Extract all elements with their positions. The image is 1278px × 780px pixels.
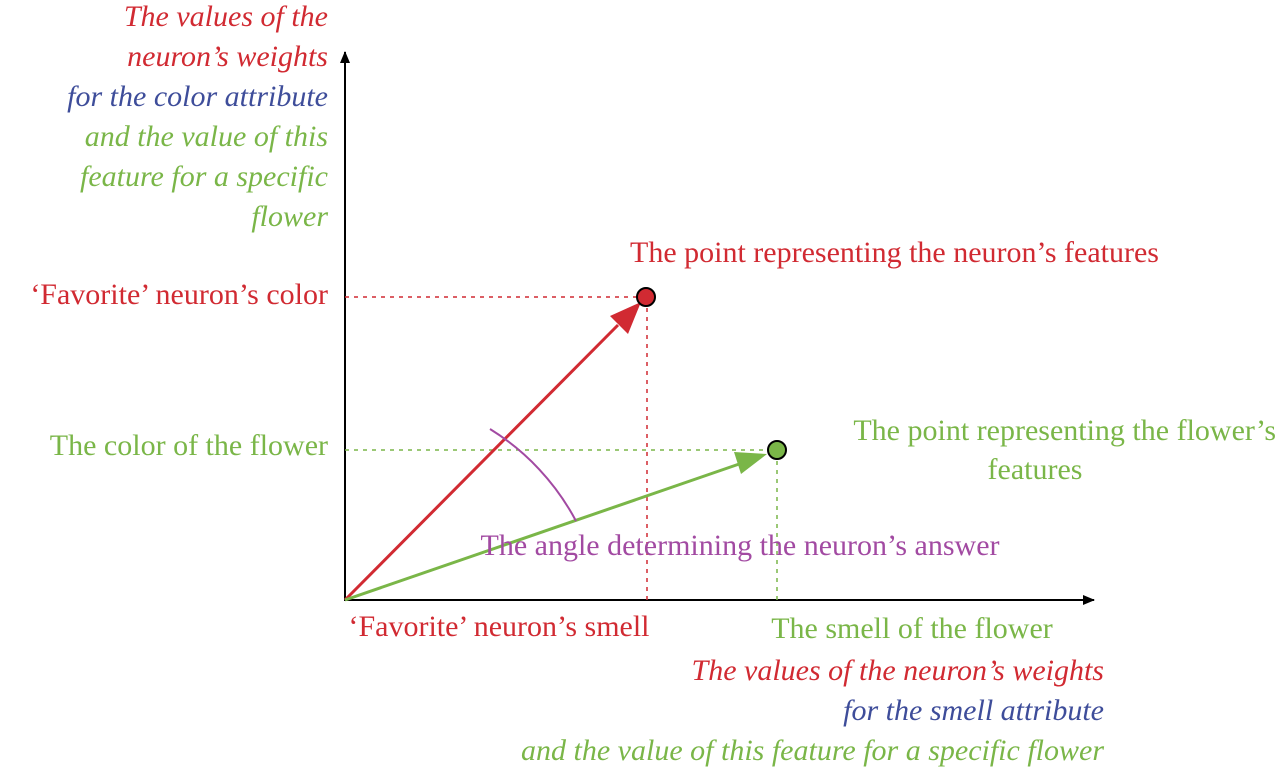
flower-point-label-line1: The point representing the flower’s xyxy=(853,414,1276,447)
y-caption-line1: The values of the xyxy=(123,0,328,33)
neuron-smell-label: ‘Favorite’ neuron’s smell xyxy=(348,610,650,643)
y-caption-line3: for the color attribute xyxy=(67,80,328,113)
y-caption-line5: feature for a specific xyxy=(80,160,328,193)
neuron-point-label: The point representing the neuron’s features xyxy=(630,236,1159,269)
neuron-point xyxy=(637,288,655,306)
flower-smell-label: The smell of the flower xyxy=(771,612,1053,645)
flower-point xyxy=(768,441,786,459)
angle-label: The angle determining the neuron’s answer xyxy=(480,529,1000,562)
neuron-color-label: ‘Favorite’ neuron’s color xyxy=(30,278,328,311)
x-caption-line3: and the value of this feature for a specific flower xyxy=(521,734,1104,767)
flower-point-label-line2: features xyxy=(987,453,1083,486)
y-caption-line4: and the value of this xyxy=(84,120,328,153)
y-caption-line6: flower xyxy=(251,200,328,233)
x-caption-line1: The values of the neuron’s weights xyxy=(691,654,1104,687)
y-caption-line2: neuron’s weights xyxy=(127,40,328,73)
flower-color-label: The color of the flower xyxy=(49,429,328,462)
x-caption-line2: for the smell attribute xyxy=(843,694,1104,727)
flower-vector-arrowhead xyxy=(734,452,767,474)
